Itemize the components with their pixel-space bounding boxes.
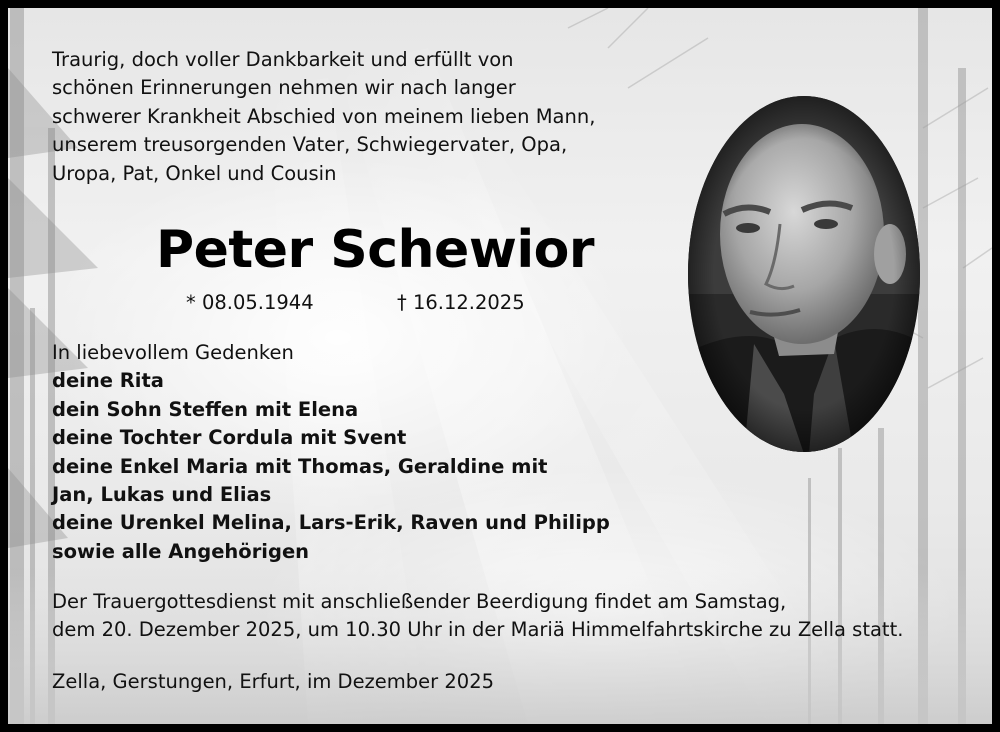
service-line: Der Trauergottesdienst mit anschließender Beerdigung findet am Samstag,: [52, 590, 787, 613]
mourners-list: [52, 339, 610, 566]
mourners-heading: In liebevollem Gedenken: [52, 341, 294, 364]
mourner-entry: deine Urenkel Melina, Lars-Erik, Raven und Philipp: [52, 511, 610, 535]
mourner-entry: dein Sohn Steffen mit Elena: [52, 397, 359, 421]
mourner-entry: sowie alle Angehörigen: [52, 539, 310, 563]
intro-line: Uropa, Pat, Onkel und Cousin: [52, 161, 337, 185]
portrait-photo: [684, 94, 924, 454]
service-line: dem 20. Dezember 2025, um 10.30 Uhr in der Mariä Himmelfahrtskirche zu Zella statt.: [52, 618, 904, 642]
birth-date: * 08.05.1944: [186, 291, 314, 314]
intro-text: [52, 46, 595, 188]
intro-line: Traurig, doch voller Dankbarkeit und erfüllt von: [52, 48, 514, 71]
mourner-entry: deine Tochter Cordula mit Svent: [52, 426, 407, 450]
death-date: † 16.12.2025: [397, 291, 525, 314]
intro-line: schwerer Krankheit Abschied von meinem lieben Mann,: [52, 104, 596, 128]
place-and-date: Zella, Gerstungen, Erfurt, im Dezember 2025: [52, 670, 495, 693]
mourner-entry: Jan, Lukas und Elias: [52, 483, 272, 507]
deceased-name: Peter Schewior: [156, 220, 595, 280]
intro-line: unserem treusorgenden Vater, Schwiegervater, Opa,: [52, 133, 568, 157]
service-details: [52, 588, 903, 645]
mourner-entry: deine Rita: [52, 369, 164, 393]
intro-line: schönen Erinnerungen nehmen wir nach langer: [52, 76, 516, 100]
mourner-entry: deine Enkel Maria mit Thomas, Geraldine mit: [52, 454, 548, 478]
